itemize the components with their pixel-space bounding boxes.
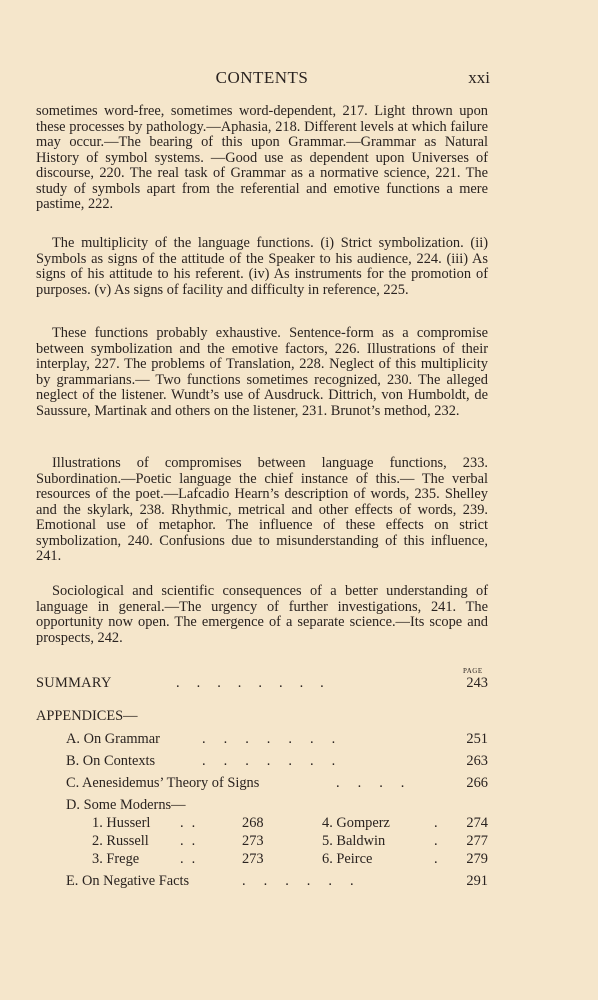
dot-leader: .......	[202, 731, 354, 747]
toc-entry-page: 273	[242, 833, 264, 849]
page-number: xxi	[468, 68, 490, 87]
toc-entry-label: 1. Husserl	[92, 815, 151, 831]
dot-leader: ..	[180, 851, 204, 867]
dot-leader: ..	[180, 815, 204, 831]
toc-entry-page: 274	[466, 815, 488, 831]
dot-leader: ..	[180, 833, 204, 849]
toc-entry-page: 273	[242, 851, 264, 867]
toc-entry-appendix-c	[66, 775, 488, 795]
toc-entry-page: 279	[466, 851, 488, 867]
dot-leader: .	[434, 815, 446, 831]
toc-entry-label: 5. Baldwin	[322, 833, 386, 849]
toc-entry-label: 2. Russell	[92, 833, 149, 849]
toc-entry-label: SUMMARY	[36, 675, 112, 691]
toc-entry-label: 6. Peirce	[322, 851, 373, 867]
dot-leader: .	[434, 851, 446, 867]
toc-entry-summary	[36, 675, 488, 695]
toc-entry-page: 266	[466, 775, 488, 791]
toc-entry-page: 277	[466, 833, 488, 849]
toc-entry-modern-gomperz	[322, 815, 488, 833]
toc-entry-label: 4. Gomperz	[322, 815, 390, 831]
contents-paragraph-5: Sociological and scientific consequences of a better understanding of language in general.—The urgency of further investigations, 241. The opportunity now open. The emergence of a separate science.—Its scope and prospects, 242.	[36, 583, 488, 646]
toc-entry-appendix-b	[66, 753, 488, 773]
toc-entry-label: E. On Negative Facts	[66, 873, 190, 889]
contents-paragraph-1: sometimes word-free, sometimes word-dependent, 217. Light thrown upon these processes by pathology.—Aphasia, 218. Different levels at which failure may occur.—The bearing of this upon Grammar.—Grammar as Natural History of symbol systems. —Good use as dependent upon Universes of discourse, 220. The real task of Grammar as a normative science, 221. The study of symbols apart from the referential and emotive functions a mere pastime, 222.	[36, 103, 488, 212]
toc-entry-label: C. Aenesidemus’ Theory of Signs	[66, 775, 260, 791]
toc-entry-page: 251	[466, 731, 488, 747]
toc-entry-label: B. On Contexts	[66, 753, 156, 769]
toc-entry-page: 291	[466, 873, 488, 889]
toc-entry-page: 268	[242, 815, 264, 831]
contents-paragraph-4: Illustrations of compromises between language functions, 233. Subordination.—Poetic language the chief instance of this.— The verbal resources of the poet.—Lafcadio Hearn’s description of words, 235. Shelley and the skylark, 238. Rhythmic, metrical and other effects of words, 239. Emotional use of metaphor. The influence of these effects on strict symbolization, 240. Confusions due to misunderstanding of this influence, 241.	[36, 455, 488, 564]
toc-entry-modern-baldwin	[322, 833, 488, 851]
running-head	[36, 68, 488, 94]
toc-entry-label: D. Some Moderns—	[66, 797, 186, 813]
dot-leader: .	[434, 833, 446, 849]
dot-leader: ........	[176, 675, 341, 691]
dot-leader: ....	[336, 775, 423, 791]
dot-leader: .......	[202, 753, 354, 769]
contents-paragraph-3: These functions probably exhaustive. Sentence-form as a compromise between symbolization and the emotive factors, 226. Illustrations of their interplay, 227. The problems of Translation, 228. Neglect of this multiplicity by grammarians.— Two functions sometimes recognized, 230. The alleged neglect of the listener. Wundt’s use of Ausdruck. Dittrich, von Humboldt, de Saussure, Martinak and others on the listener, 231. Brunot’s method, 232.	[36, 325, 488, 419]
toc-entry-appendix-e	[66, 873, 488, 893]
toc-entry-label: 3. Frege	[92, 851, 140, 867]
toc-entry-label: A. On Grammar	[66, 731, 160, 747]
toc-entry-modern-peirce	[322, 851, 488, 869]
toc-entry-page: 243	[466, 675, 488, 691]
contents-paragraph-2: The multiplicity of the language functions. (i) Strict symbolization. (ii) Symbols as signs of the attitude of the Speaker to his audience, 224. (iii) As signs of his attitude to his referent. (iv) As instruments for the promotion of purposes. (v) As signs of facility and difficulty in reference, 225.	[36, 235, 488, 298]
toc-entry-appendix-a	[66, 731, 488, 751]
toc-entry-appendix-d	[66, 797, 488, 817]
dot-leader: ......	[242, 873, 372, 889]
toc-entry-page: 263	[466, 753, 488, 769]
page-title: CONTENTS	[215, 68, 309, 87]
page-column-label: PAGE	[463, 667, 483, 675]
appendices-heading: APPENDICES—	[36, 708, 138, 724]
